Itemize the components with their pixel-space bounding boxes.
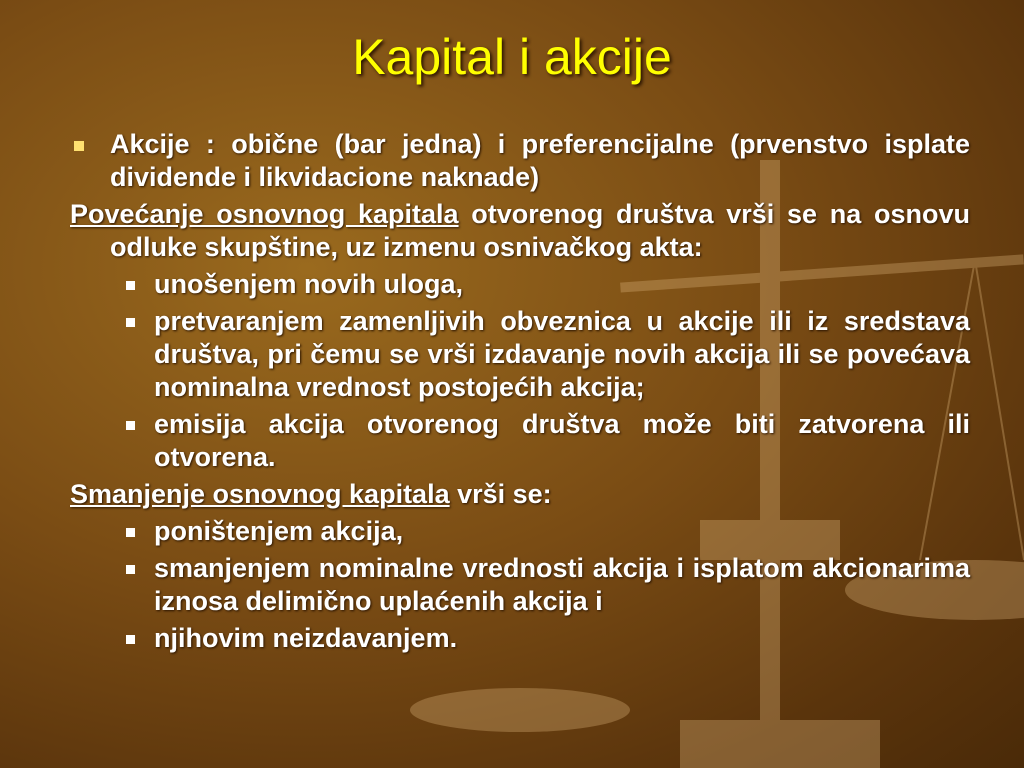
bullet-text: pretvaranjem zamenljivih obveznica u akcije ili iz sredstava društva, pri čemu se vrši izdavanje novih akcija ili se povećava nominalna vrednost postojećih akcija; xyxy=(154,306,970,402)
square-bullet-icon xyxy=(126,528,135,537)
list-item xyxy=(70,552,970,618)
bullet-text: unošenjem novih uloga, xyxy=(154,269,464,299)
slide-body xyxy=(70,128,970,659)
list-item xyxy=(70,128,970,194)
square-bullet-icon xyxy=(126,281,135,290)
list-item xyxy=(70,408,970,474)
capital-decrease-text: vrši se: xyxy=(449,479,552,509)
paragraph-capital-decrease xyxy=(70,478,970,511)
capital-decrease-heading: Smanjenje osnovnog kapitala xyxy=(70,479,450,509)
list-item xyxy=(70,305,970,404)
list-item xyxy=(70,515,970,548)
list-item xyxy=(70,268,970,301)
capital-increase-heading: Povećanje osnovnog kapitala xyxy=(70,199,459,229)
square-bullet-icon xyxy=(74,141,84,151)
paragraph-capital-increase xyxy=(70,198,970,264)
slide-title: Kapital i akcije xyxy=(352,29,672,85)
capital-increase-text: otvorenog društva vrši se na osnovu odluke skupštine, uz izmenu osnivačkog akta: xyxy=(110,199,970,262)
bullet-text: smanjenjem nominalne vrednosti akcija i isplatom akcionarima iznosa delimično uplaćenih akcija i xyxy=(154,553,970,616)
bullet-text: Akcije : obične (bar jedna) i preferencijalne (prvenstvo isplate dividende i likvidacione naknade) xyxy=(110,129,970,192)
square-bullet-icon xyxy=(126,565,135,574)
list-item xyxy=(70,622,970,655)
square-bullet-icon xyxy=(126,421,135,430)
bullet-text: emisija akcija otvorenog društva može biti zatvorena ili otvorena. xyxy=(154,409,970,472)
square-bullet-icon xyxy=(126,318,135,327)
bullet-text: njihovim neizdavanjem. xyxy=(154,623,458,653)
square-bullet-icon xyxy=(126,635,135,644)
bullet-text: poništenjem akcija, xyxy=(154,516,404,546)
